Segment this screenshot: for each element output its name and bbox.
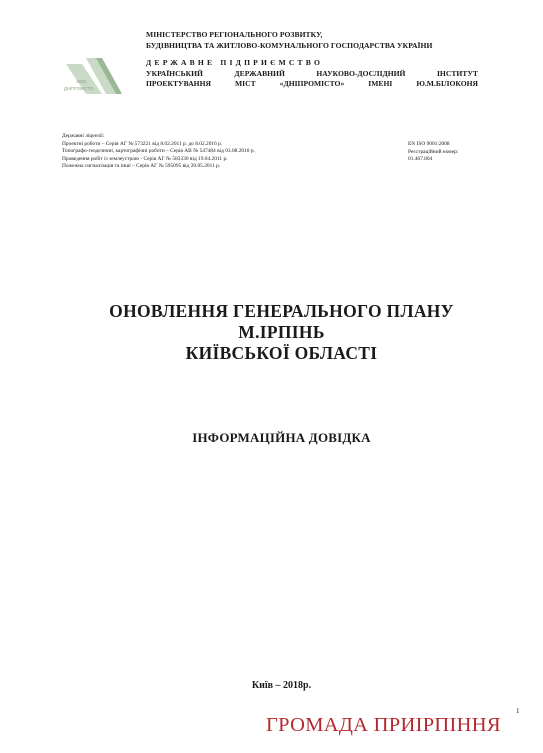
dniprom-logo — [62, 56, 130, 98]
ministry-line-1: МІНІСТЕРСТВО РЕГІОНАЛЬНОГО РОЗВИТКУ, — [146, 30, 323, 39]
license-line: Проведення робіт із землеустрою - Серія АГ № 583330 від 19.04.2011 р. — [62, 155, 228, 162]
page-number: 1 — [516, 707, 520, 715]
licenses-block — [62, 133, 362, 171]
place-date: Київ – 2018р. — [251, 680, 312, 691]
logo-name: ДНІПРОМІСТО — [64, 86, 94, 91]
license-line: Пожежна сигналізація та інші – Серія АГ № 595095 від 20.05.2011 р. — [62, 163, 221, 170]
certification-block — [408, 141, 488, 164]
title-line-2: М.ІРПІНЬ — [238, 322, 325, 342]
watermark: ГРОМАДА ПРИІРПІННЯ — [266, 714, 501, 736]
title-line-1: ОНОВЛЕННЯ ГЕНЕРАЛЬНОГО ПЛАНУ — [109, 301, 454, 321]
document-subtitle: ІНФОРМАЦІЙНА ДОВІДКА — [192, 430, 371, 445]
institute-line-2: ПРОЕКТУВАННЯ МІСТ «ДНІПРОМІСТО» ІМЕНІ Ю.М.БІЛОКОНЯ — [146, 79, 478, 88]
license-line: Проектні роботи – Серія АГ № 573221 від 8.02.2011 р. до 8.02.2016 р. — [62, 140, 223, 147]
ministry-line-2: БУДІВНИЦТВА ТА ЖИТЛОВО-КОМУНАЛЬНОГО ГОСПОДАРСТВА УКРАЇНИ — [146, 40, 433, 50]
iso-standard: EN ISO 9001:2008 — [408, 141, 450, 147]
enterprise-label: ДЕРЖАВНЕ ПІДПРИЄМСТВО — [146, 58, 324, 67]
institute-line-1: УКРАЇНСЬКИЙ ДЕРЖАВНИЙ НАУКОВО-ДОСЛІДНИЙ ІНСТИТУТ — [146, 68, 478, 78]
licenses-heading: Державні ліцензії: — [62, 133, 105, 139]
document-title — [60, 301, 503, 364]
logo-year: 1930 — [76, 79, 87, 84]
license-line: Топографо-геодезичні, картографічні роботи – Серія АВ № 547484 від 03.08.2010 р. — [62, 148, 255, 155]
document-header — [146, 30, 486, 90]
registration-number: 01.467.804 — [408, 156, 433, 163]
title-line-3: КИЇВСЬКОЇ ОБЛАСТІ — [185, 343, 378, 363]
registration-label: Реєстраційний номер: — [408, 148, 459, 155]
